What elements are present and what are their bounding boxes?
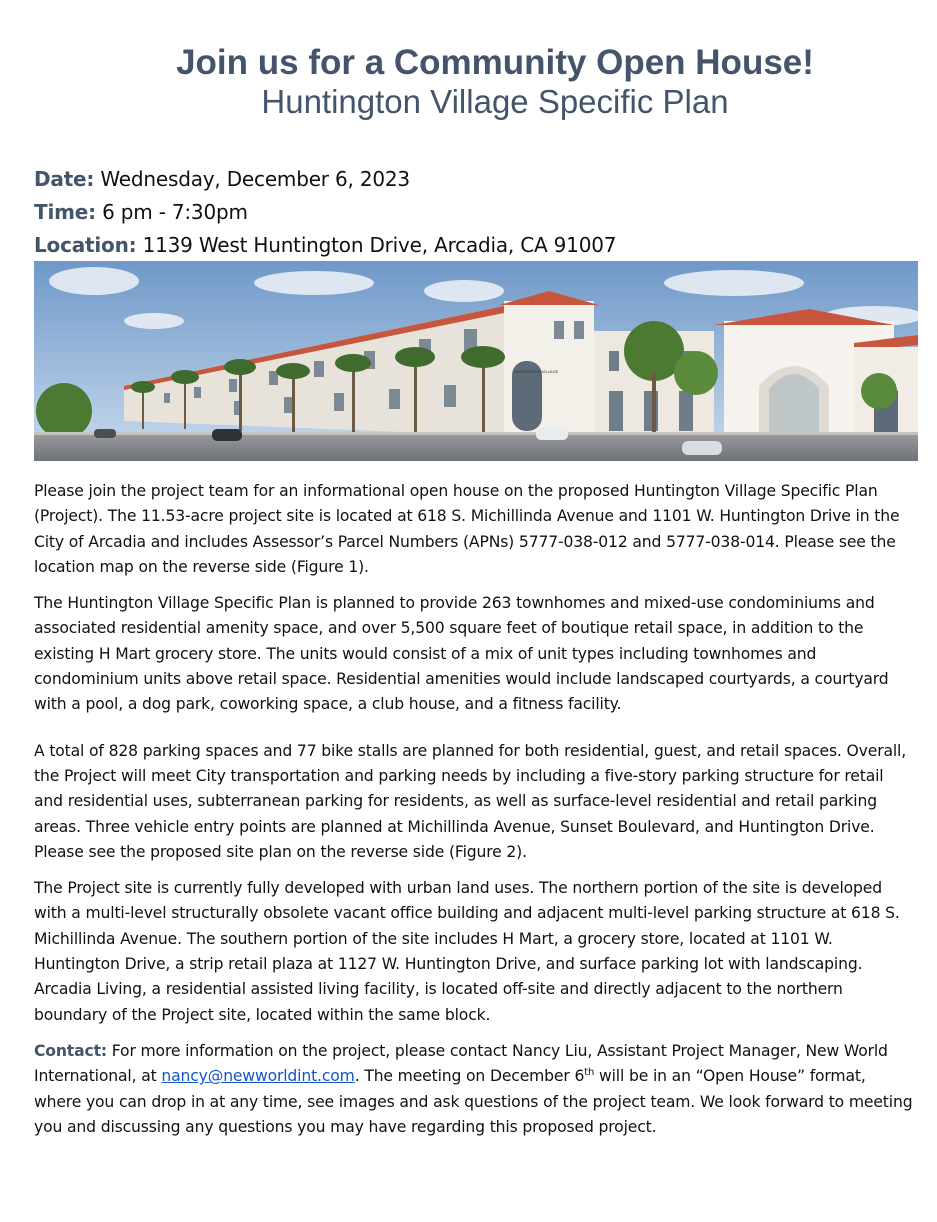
building-sign: HUNTINGTON VILLAGE xyxy=(514,369,559,374)
page-subtitle: Huntington Village Specific Plan xyxy=(261,83,729,120)
page-title: Join us for a Community Open House! xyxy=(176,43,814,82)
paragraph-plan: The Huntington Village Specific Plan is planned to provide 263 townhomes and mixed-use condominiums and associated residential amenity space, and over 5,500 square feet of boutique retail space, in addition to the existing H Mart grocery store. The units would consist of a mix of unit types including townhomes and condominium units above retail space. Residential amenities would include landscaped courtyards, a courtyard with a pool, a dog park, coworking space, a club house, and a fitness facility. xyxy=(34,594,889,714)
time-label: Time: xyxy=(34,200,96,224)
time-value: 6 pm - 7:30pm xyxy=(102,200,248,224)
date-value: Wednesday, December 6, 2023 xyxy=(100,167,410,191)
paragraph-contact xyxy=(34,1039,914,1140)
contact-label: Contact: xyxy=(34,1041,107,1060)
event-details xyxy=(34,163,616,262)
paragraph-site: The Project site is currently fully developed with urban land uses. The northern portion of the site is developed with a multi-level structurally obsolete vacant office building and adjacent multi-level parking structure at 618 S. Michillinda Avenue. The southern portion of the site includes H Mart, a grocery store, located at 1101 W. Huntington Drive, a strip retail plaza at 1127 W. Huntington Drive, and surface parking lot with landscaping. Arcadia Living, a residential assisted living facility, is located off-site and directly adjacent to the northern boundary of the Project site, located within the same block. xyxy=(34,879,900,1024)
location-label: Location: xyxy=(34,233,137,257)
paragraph-parking: A total of 828 parking spaces and 77 bike stalls are planned for both residential, guest, and retail spaces. Overall, the Project will meet City transportation and parking needs by including a five-story parking structure for retail and residential uses, subterranean parking for residents, as well as surface-level residential and retail parking areas. Three vehicle entry points are planned at Michillinda Avenue, Sunset Boulevard, and Huntington Drive. Please see the proposed site plan on the reverse side (Figure 2). xyxy=(34,741,907,861)
central-tower xyxy=(499,291,599,441)
location-row xyxy=(34,229,616,262)
road xyxy=(34,433,918,461)
date-row xyxy=(34,163,616,196)
page-header xyxy=(0,42,937,122)
paragraph-intro: Please join the project team for an informational open house on the proposed Huntington Village Specific Plan (Project). The 11.53-acre project site is located at 618 S. Michillinda Avenue and 1101 W. Huntington Drive in the City of Arcadia and includes Assessor’s Parcel Numbers (APNs) 5777-038-012 and 5777-038-014. Please see the location map on the reverse side (Figure 1). xyxy=(34,482,900,576)
date-label: Date: xyxy=(34,167,95,191)
contact-text-before: For more information on the project, please contact Nancy Liu, Assistant Project Manager, New World International, at xyxy=(34,1041,888,1086)
contact-text-mid: . The meeting on December 6 xyxy=(354,1067,585,1086)
ordinal-suffix: th xyxy=(584,1067,595,1079)
location-value: 1139 West Huntington Drive, Arcadia, CA 91007 xyxy=(142,233,617,257)
time-row xyxy=(34,196,616,229)
contact-text-after: will be in an “Open House” format, where you can drop in at any time, see images and ask questions of the project team. We look forward to meeting you and discussing any questions you may have regarding this proposed project. xyxy=(34,1067,913,1136)
project-rendering-image xyxy=(34,261,918,461)
body-content xyxy=(34,479,914,1151)
email-link[interactable]: nancy@newworldint.com xyxy=(161,1067,355,1086)
